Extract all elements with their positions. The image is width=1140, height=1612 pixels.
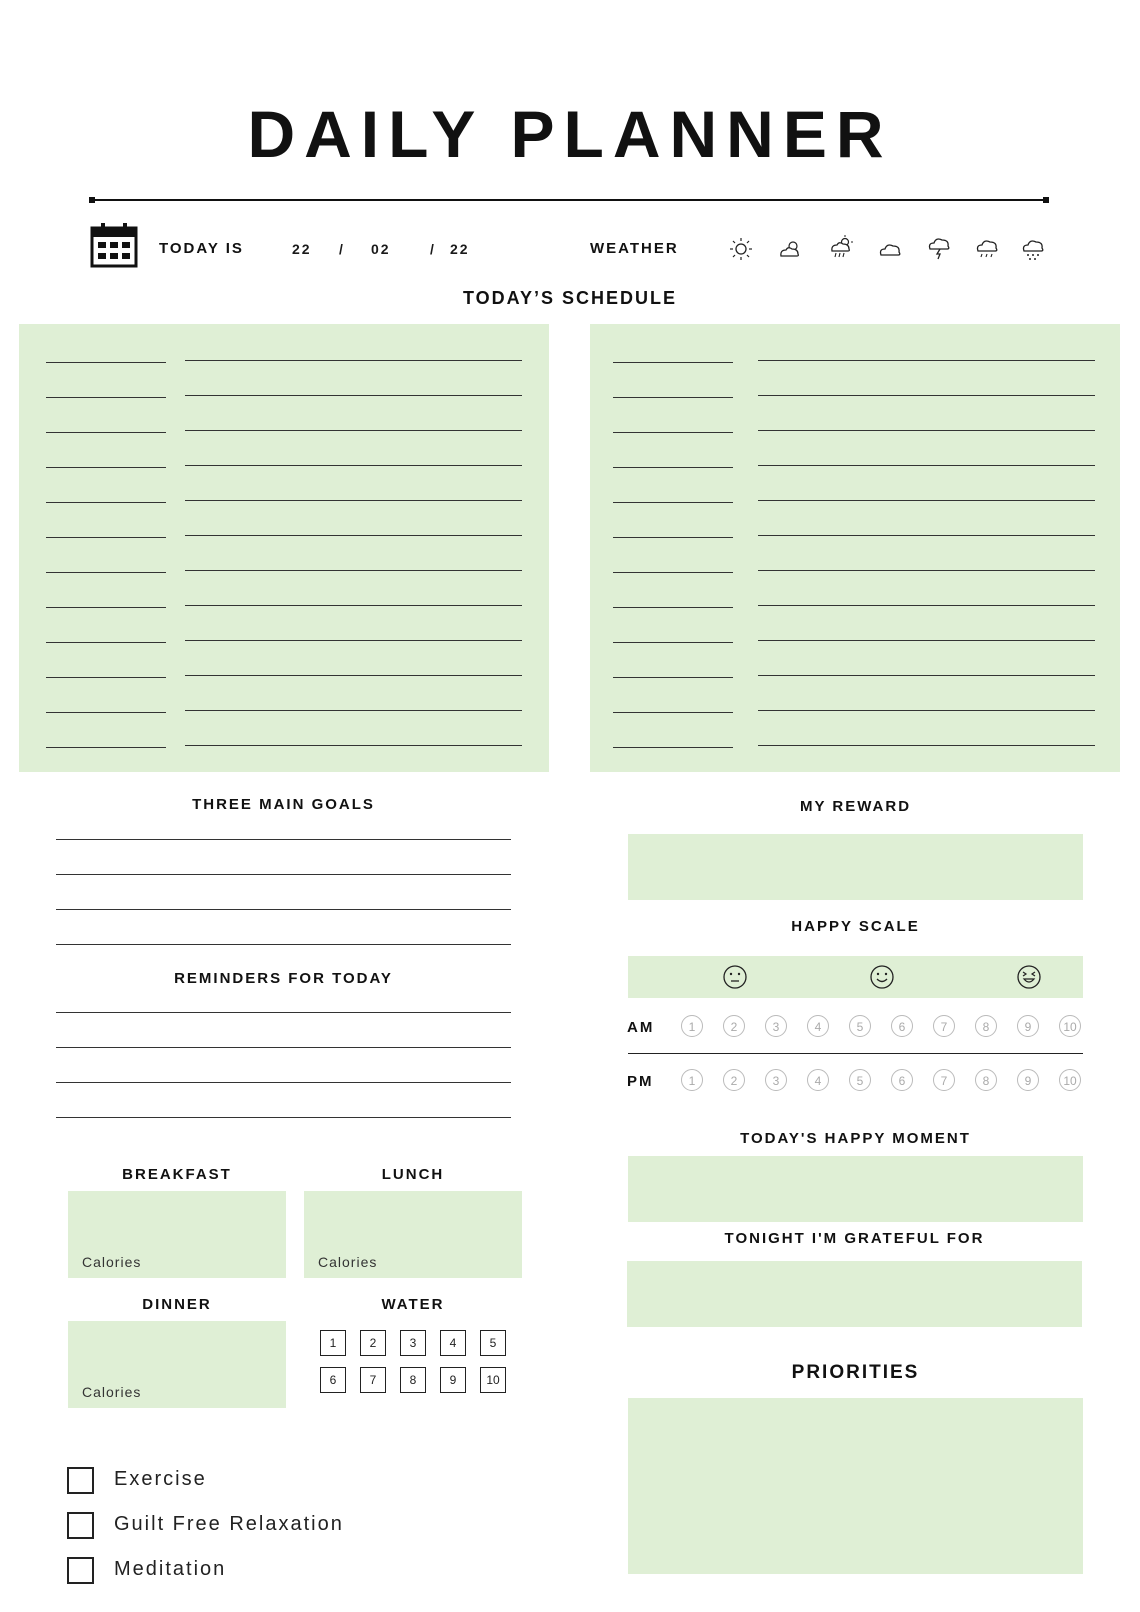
schedule-task-line[interactable] [758, 605, 1095, 606]
checkbox[interactable] [67, 1467, 94, 1494]
sun-rain-icon[interactable] [828, 234, 854, 260]
priorities-box[interactable] [628, 1398, 1083, 1574]
schedule-panel-right [590, 324, 1120, 772]
schedule-time-line[interactable] [613, 537, 733, 538]
schedule-task-line[interactable] [185, 675, 522, 676]
checklist-label: Guilt Free Relaxation [114, 1513, 344, 1535]
schedule-time-line[interactable] [613, 467, 733, 468]
reminder-line[interactable] [56, 1047, 511, 1048]
laughing-face-icon[interactable] [1016, 964, 1042, 990]
dinner-box[interactable] [68, 1321, 286, 1408]
pm-scale-circle[interactable]: 1 [681, 1069, 703, 1091]
water-heading: WATER [381, 1296, 445, 1313]
happy-moment-heading: TODAY'S HAPPY MOMENT [740, 1130, 971, 1147]
schedule-panel-left [19, 324, 549, 772]
schedule-task-line[interactable] [185, 465, 522, 466]
schedule-task-line[interactable] [185, 710, 522, 711]
date-day[interactable]: 22 [292, 241, 312, 257]
breakfast-heading: BREAKFAST [122, 1166, 232, 1183]
neutral-face-icon[interactable] [722, 964, 748, 990]
schedule-time-line[interactable] [46, 607, 166, 608]
water-cup-box[interactable]: 7 [360, 1367, 386, 1393]
schedule-task-line[interactable] [758, 395, 1095, 396]
reminders-heading: REMINDERS FOR TODAY [174, 970, 393, 987]
schedule-task-line[interactable] [185, 430, 522, 431]
schedule-time-line[interactable] [46, 537, 166, 538]
water-cup-box[interactable]: 9 [440, 1367, 466, 1393]
am-scale-circle[interactable]: 5 [849, 1015, 871, 1037]
calories-label: Calories [82, 1254, 142, 1270]
am-scale-circle[interactable]: 3 [765, 1015, 787, 1037]
today-is-label: TODAY IS [159, 240, 244, 257]
water-cup-box[interactable]: 4 [440, 1330, 466, 1356]
goal-line[interactable] [56, 909, 511, 910]
happy-scale-faces [628, 956, 1083, 998]
goals-heading: THREE MAIN GOALS [192, 796, 375, 813]
schedule-task-line[interactable] [758, 500, 1095, 501]
happy-moment-box[interactable] [628, 1156, 1083, 1222]
date-separator: / [430, 241, 436, 257]
am-scale-circle[interactable]: 1 [681, 1015, 703, 1037]
pm-scale-circle[interactable]: 10 [1059, 1069, 1081, 1091]
schedule-task-line[interactable] [185, 360, 522, 361]
rain-icon[interactable] [974, 236, 1000, 262]
schedule-time-line[interactable] [613, 397, 733, 398]
schedule-time-line[interactable] [46, 362, 166, 363]
happy-scale-heading: HAPPY SCALE [791, 918, 920, 935]
schedule-time-line[interactable] [46, 677, 166, 678]
snow-icon[interactable] [1020, 236, 1046, 262]
schedule-task-line[interactable] [185, 745, 522, 746]
checkbox[interactable] [67, 1512, 94, 1539]
pm-scale-circle[interactable]: 4 [807, 1069, 829, 1091]
dinner-heading: DINNER [142, 1296, 212, 1313]
schedule-task-line[interactable] [185, 395, 522, 396]
am-scale-circle[interactable]: 10 [1059, 1015, 1081, 1037]
schedule-task-line[interactable] [758, 745, 1095, 746]
priorities-heading: PRIORITIES [791, 1362, 920, 1383]
schedule-time-line[interactable] [46, 642, 166, 643]
divider-end-dot [1043, 197, 1049, 203]
schedule-task-line[interactable] [758, 675, 1095, 676]
pm-scale-circle[interactable]: 8 [975, 1069, 997, 1091]
am-scale-circle[interactable]: 4 [807, 1015, 829, 1037]
schedule-time-line[interactable] [613, 362, 733, 363]
schedule-task-line[interactable] [758, 710, 1095, 711]
schedule-task-line[interactable] [758, 360, 1095, 361]
schedule-time-line[interactable] [613, 432, 733, 433]
title-divider [92, 199, 1046, 201]
weather-label: WEATHER [590, 240, 679, 257]
reward-box[interactable] [628, 834, 1083, 900]
am-scale-circle[interactable]: 2 [723, 1015, 745, 1037]
pm-scale-circle[interactable]: 7 [933, 1069, 955, 1091]
page-title: DAILY PLANNER [247, 97, 893, 171]
am-label: AM [627, 1019, 655, 1036]
pm-label: PM [627, 1073, 654, 1090]
water-cup-box[interactable]: 2 [360, 1330, 386, 1356]
water-cup-box[interactable]: 6 [320, 1367, 346, 1393]
schedule-task-line[interactable] [185, 500, 522, 501]
am-scale-circle[interactable]: 9 [1017, 1015, 1039, 1037]
schedule-time-line[interactable] [46, 747, 166, 748]
schedule-heading: TODAY’S SCHEDULE [462, 288, 678, 308]
pm-scale-circle[interactable]: 5 [849, 1069, 871, 1091]
checklist-label: Exercise [114, 1468, 207, 1490]
schedule-task-line[interactable] [758, 430, 1095, 431]
schedule-time-line[interactable] [46, 572, 166, 573]
pm-scale-circle[interactable]: 6 [891, 1069, 913, 1091]
checklist-label: Meditation [114, 1558, 227, 1580]
pm-scale-circle[interactable]: 2 [723, 1069, 745, 1091]
schedule-time-line[interactable] [46, 502, 166, 503]
am-scale-circle[interactable]: 8 [975, 1015, 997, 1037]
schedule-time-line[interactable] [46, 467, 166, 468]
calories-label: Calories [318, 1254, 378, 1270]
partly-cloudy-icon[interactable] [777, 236, 803, 262]
calories-label: Calories [82, 1384, 142, 1400]
reminder-line[interactable] [56, 1117, 511, 1118]
am-pm-divider [628, 1053, 1083, 1054]
calendar-icon [90, 222, 138, 268]
pm-scale-circle[interactable]: 9 [1017, 1069, 1039, 1091]
schedule-time-line[interactable] [46, 397, 166, 398]
schedule-time-line[interactable] [613, 642, 733, 643]
goal-line[interactable] [56, 839, 511, 840]
reminder-line[interactable] [56, 1082, 511, 1083]
date-separator: / [339, 241, 345, 257]
divider-end-dot [89, 197, 95, 203]
pm-scale-circle[interactable]: 3 [765, 1069, 787, 1091]
breakfast-box[interactable] [68, 1191, 286, 1278]
reminder-line[interactable] [56, 1012, 511, 1013]
checkbox[interactable] [67, 1557, 94, 1584]
schedule-task-line[interactable] [758, 640, 1095, 641]
water-cup-box[interactable]: 8 [400, 1367, 426, 1393]
schedule-task-line[interactable] [758, 535, 1095, 536]
schedule-task-line[interactable] [185, 535, 522, 536]
schedule-time-line[interactable] [613, 712, 733, 713]
schedule-task-line[interactable] [758, 465, 1095, 466]
water-cup-box[interactable]: 10 [480, 1367, 506, 1393]
grateful-heading: TONIGHT I'M GRATEFUL FOR [724, 1230, 985, 1247]
water-cup-box[interactable]: 1 [320, 1330, 346, 1356]
schedule-time-line[interactable] [613, 677, 733, 678]
date-year[interactable]: 22 [450, 241, 470, 257]
water-cup-box[interactable]: 3 [400, 1330, 426, 1356]
am-scale-circle[interactable]: 7 [933, 1015, 955, 1037]
schedule-task-line[interactable] [185, 640, 522, 641]
am-scale-circle[interactable]: 6 [891, 1015, 913, 1037]
schedule-time-line[interactable] [46, 712, 166, 713]
schedule-task-line[interactable] [185, 605, 522, 606]
reward-heading: MY REWARD [799, 798, 912, 815]
goal-line[interactable] [56, 874, 511, 875]
goal-line[interactable] [56, 944, 511, 945]
smile-face-icon[interactable] [869, 964, 895, 990]
grateful-box[interactable] [627, 1261, 1082, 1327]
schedule-time-line[interactable] [613, 572, 733, 573]
schedule-time-line[interactable] [613, 607, 733, 608]
schedule-task-line[interactable] [758, 570, 1095, 571]
cloud-icon[interactable] [877, 236, 903, 262]
date-month[interactable]: 02 [371, 241, 391, 257]
schedule-task-line[interactable] [185, 570, 522, 571]
lunch-heading: LUNCH [381, 1166, 445, 1183]
schedule-time-line[interactable] [613, 747, 733, 748]
schedule-time-line[interactable] [613, 502, 733, 503]
lunch-box[interactable] [304, 1191, 522, 1278]
water-cup-box[interactable]: 5 [480, 1330, 506, 1356]
schedule-time-line[interactable] [46, 432, 166, 433]
thunderstorm-icon[interactable] [926, 234, 952, 260]
sun-icon[interactable] [728, 236, 754, 262]
